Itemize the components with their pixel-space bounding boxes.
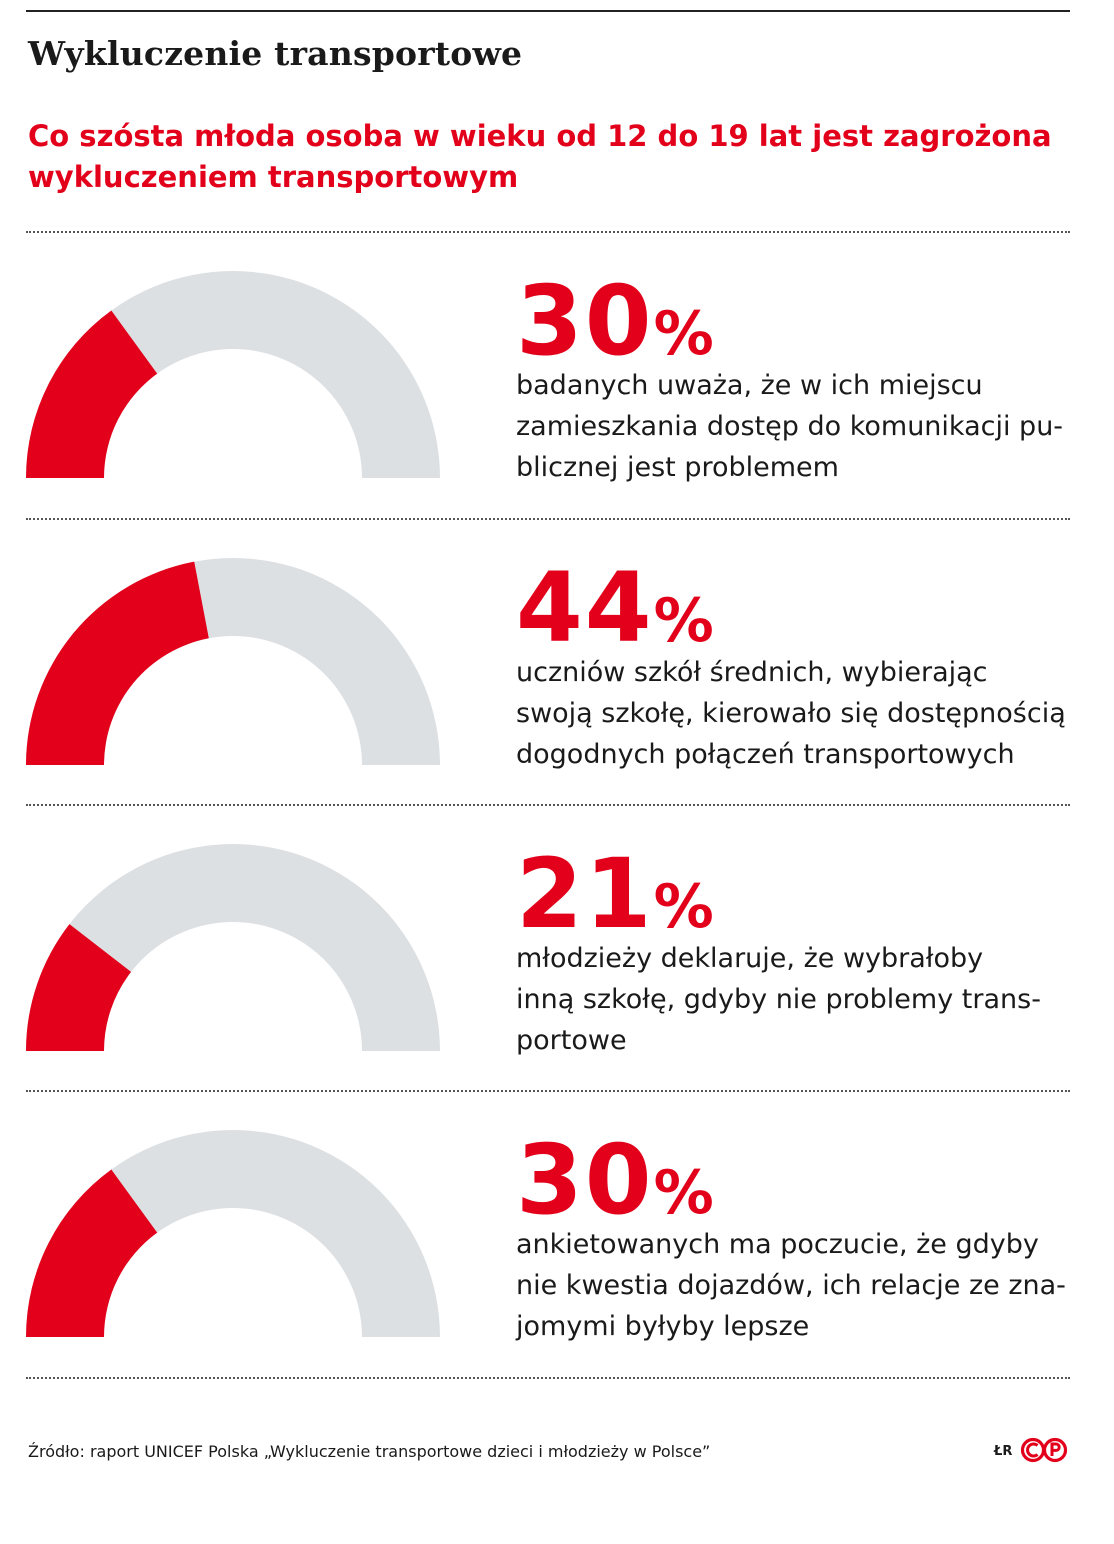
description-line: portowe [516,1025,627,1056]
gauge-chart [26,841,440,1051]
subtitle-line-1: Co szósta młoda osoba w wieku od 12 do 19 lat jest zagrożona [28,119,1052,153]
stat-panel [0,804,1114,1094]
gauge-chart [26,268,440,478]
stat-number: 44 [516,552,654,664]
cp-logo-icon [1020,1436,1068,1464]
description-line: inną szkołę, gdyby nie problemy trans- [516,984,1041,1015]
description-line: uczniów szkół średnich, wybierając [516,657,988,688]
stat-unit: % [653,586,714,656]
subtitle-line-2: wykluczeniem transportowym [28,160,519,194]
gauge-fill [26,562,209,765]
stat-number: 30 [516,1124,654,1236]
author-initials: ŁR [994,1444,1013,1459]
description-line: dogodnych połączeń transportowych [516,739,1015,770]
top-rule [26,10,1070,12]
description-line: młodzieży deklaruje, że wybrałoby [516,943,984,974]
divider [26,1377,1070,1379]
description-line: blicznej jest problemem [516,452,839,483]
source-note: Źródło: raport UNICEF Polska „Wykluczenie transportowe dzieci i młodzieży w Polsce” [28,1442,711,1461]
stat-number: 21 [516,838,654,950]
description-line: nie kwestia dojazdów, ich relacje ze zna- [516,1270,1066,1301]
gauge-chart [26,1127,440,1337]
stat-description [516,938,1066,1061]
stat-description [516,365,1066,488]
stat-unit: % [653,1158,714,1228]
stat-unit: % [653,872,714,942]
stat-panel [0,518,1114,808]
page-title: Wykluczenie transportowe [28,34,523,73]
stat-description [516,1224,1066,1347]
page-subtitle [28,116,1078,198]
description-line: zamieszkania dostęp do komunikacji pu- [516,411,1064,442]
stat-panel [0,1090,1114,1380]
gauge-chart [26,555,440,765]
stat-unit: % [653,299,714,369]
description-line: jomymi byłyby lepsze [516,1311,810,1342]
description-line: badanych uważa, że w ich miejscu [516,370,983,401]
description-line: swoją szkołę, kierowało się dostępnością [516,698,1066,729]
stat-number: 30 [516,265,654,377]
stat-panel [0,231,1114,521]
description-line: ankietowanych ma poczucie, że gdyby [516,1229,1039,1260]
stat-description [516,652,1066,775]
